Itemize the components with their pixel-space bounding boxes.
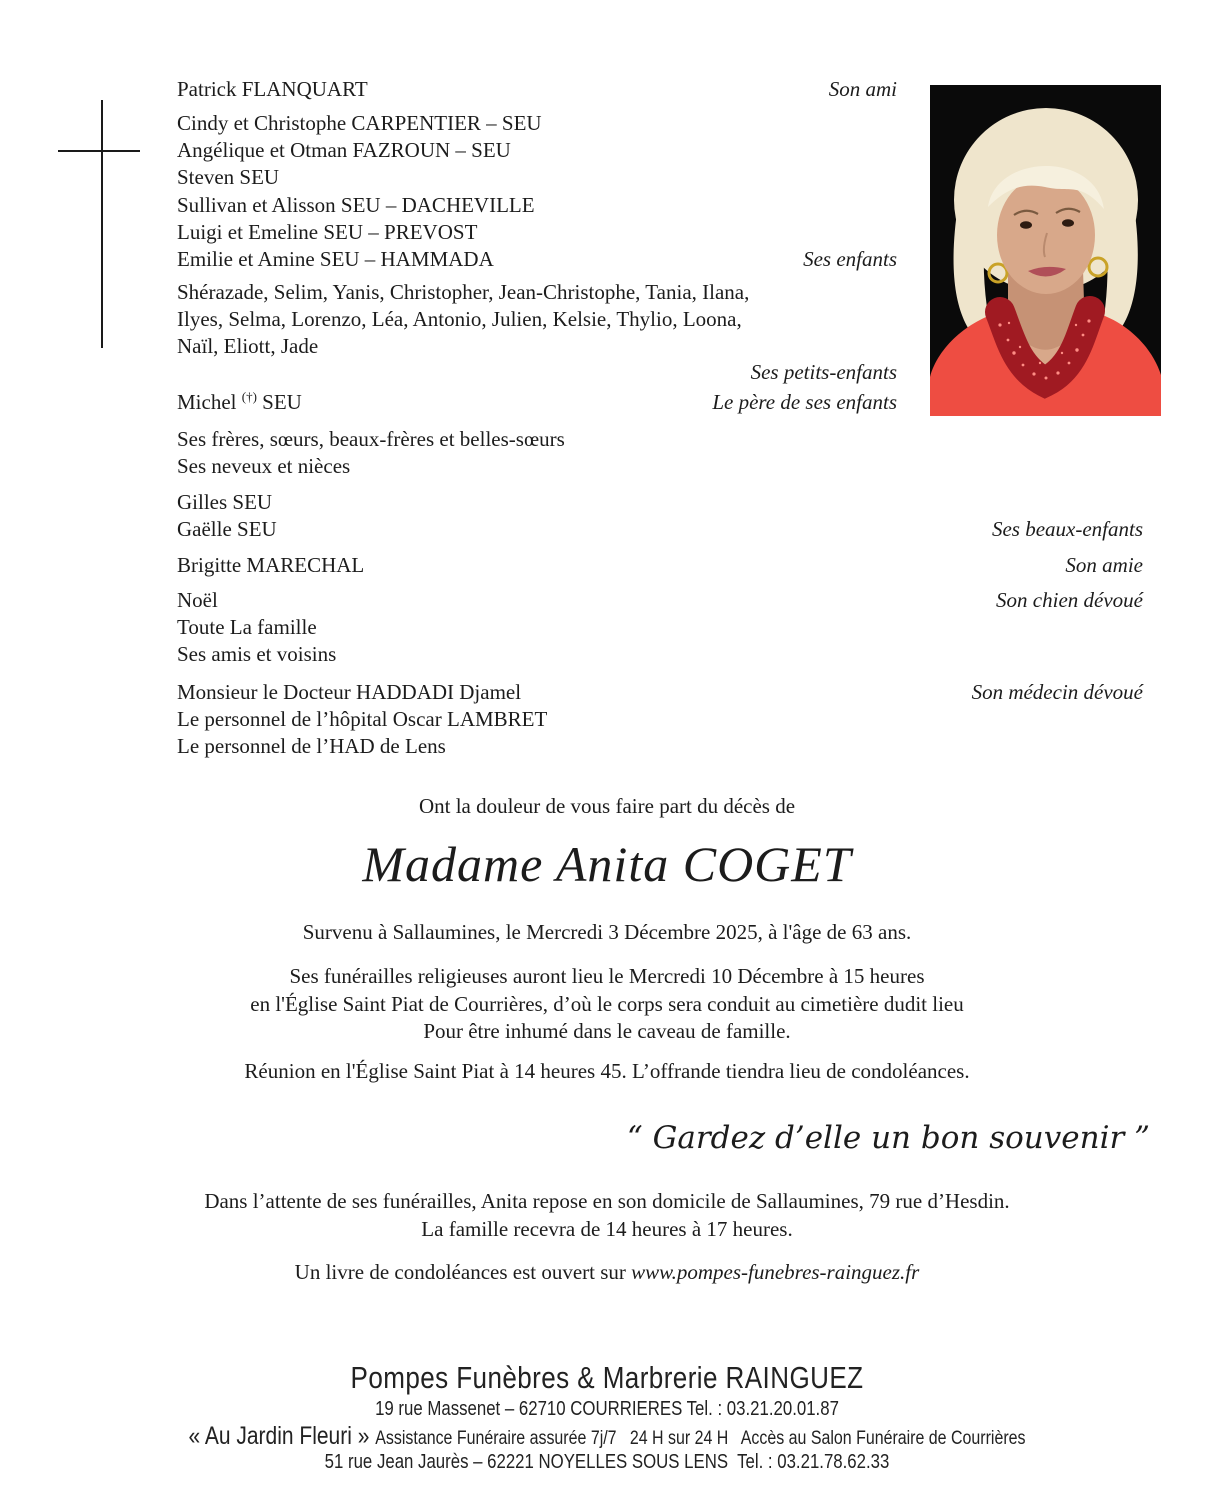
list-item	[177, 164, 1143, 191]
relative-name: Monsieur le Docteur HADDADI Djamel	[177, 680, 522, 704]
list-item	[177, 76, 1143, 103]
funeral-line: Pour être inhumé dans le caveau de famille.	[423, 1019, 791, 1043]
relation-label: Ses beaux-enfants	[991, 517, 1143, 542]
paragraph-dog-family	[177, 587, 1143, 669]
reunion-line: Réunion en l'Église Saint Piat à 14 heures 45. L’offrande tiendra lieu de condoléances.	[244, 1059, 970, 1083]
list-item	[177, 516, 1143, 543]
funeral-home-services: Assistance Funéraire assurée 7j/7 24 H sur 24 H Accès au Salon Funéraire de Courrières	[375, 1428, 1026, 1449]
relative-name: Michel (†) SEU	[177, 389, 302, 414]
funeral-home-brand: « Au Jardin Fleuri »	[188, 1422, 376, 1450]
relative-name: Gaëlle SEU	[177, 517, 277, 542]
deceased-name: Madame Anita COGET	[362, 836, 852, 892]
relative-name: Le personnel de l’hôpital Oscar LAMBRET	[177, 707, 548, 732]
relative-name: Noël	[177, 588, 218, 612]
funeral-details	[0, 963, 1214, 1046]
funeral-line: en l'Église Saint Piat de Courrières, d’où le corps sera conduit au cimetière dudit lieu	[250, 991, 964, 1016]
repose-details	[0, 1188, 1214, 1243]
relative-name: Ilyes, Selma, Lorenzo, Léa, Antonio, Julien, Kelsie, Thylio, Loona,	[177, 307, 742, 332]
list-item	[177, 706, 1143, 733]
funeral-line: Ses funérailles religieuses auront lieu le Mercredi 10 Décembre à 15 heures	[289, 964, 925, 988]
relation-label: Le père de ses enfants	[712, 390, 897, 414]
list-item	[177, 137, 1143, 164]
death-line: Survenu à Sallaumines, le Mercredi 3 Décembre 2025, à l'âge de 63 ans.	[302, 920, 912, 944]
relation-label: Son ami	[828, 77, 897, 101]
relation-label: Ses enfants	[803, 247, 897, 272]
list-item	[177, 489, 1143, 516]
list-item	[177, 306, 1143, 333]
list-item	[177, 453, 1143, 480]
list-item	[177, 733, 1143, 760]
funeral-home-address1: 19 rue Massenet – 62710 COURRIERES Tel. : 03.21.20.01.87	[375, 1398, 839, 1420]
list-item	[177, 679, 1143, 706]
list-item	[177, 389, 1143, 416]
funeral-home-address2: 51 rue Jean Jaurès – 62221 NOYELLES SOUS LENS Tel. : 03.21.78.62.33	[324, 1451, 890, 1473]
relative-name: Le personnel de l’HAD de Lens	[177, 734, 446, 759]
paragraph-father	[177, 389, 1143, 416]
relative-name: Toute La famille	[177, 615, 317, 640]
announcement-intro: Ont la douleur de vous faire part du décès de	[418, 794, 796, 818]
relative-name: Patrick FLANQUART	[177, 77, 368, 101]
paragraph-friend2	[177, 552, 1143, 579]
list-item	[177, 246, 1143, 273]
condolence-book-website: www.pompes-funebres-rainguez.fr	[631, 1260, 920, 1284]
list-item	[177, 614, 1143, 641]
relative-name: Luigi et Emeline SEU – PREVOST	[177, 219, 478, 244]
relative-name: Ses neveux et nièces	[177, 454, 351, 479]
relative-name: Ses amis et voisins	[177, 642, 337, 667]
list-item	[177, 192, 1143, 219]
relative-name: Shérazade, Selim, Yanis, Christopher, Jean-Christophe, Tania, Ilana,	[177, 280, 750, 304]
memorial-quote: “ Gardez d’elle un bon souvenir ”	[626, 1120, 1150, 1156]
list-item	[177, 641, 1143, 668]
relation-label: Son amie	[1065, 553, 1143, 577]
list-item	[177, 426, 1143, 453]
paragraph-children	[177, 110, 1143, 273]
relative-name: Steven SEU	[177, 165, 280, 190]
funeral-home-name: Pompes Funèbres & Marbrerie RAINGUEZ	[350, 1360, 864, 1395]
paragraph-friend	[177, 76, 1143, 103]
relation-label: Son chien dévoué	[996, 588, 1143, 612]
relative-name: Sullivan et Alisson SEU – DACHEVILLE	[177, 192, 535, 217]
list-item	[177, 333, 1143, 360]
relative-name: Ses frères, sœurs, beaux-frères et belles-sœurs	[177, 427, 565, 451]
paragraph-medical	[177, 679, 1143, 761]
list-item	[177, 587, 1143, 614]
relation-label: Ses petits-enfants	[750, 360, 897, 384]
deceased-dagger: (†)	[241, 389, 257, 404]
condolence-book-text: Un livre de condoléances est ouvert sur	[294, 1260, 632, 1284]
relative-name: Cindy et Christophe CARPENTIER – SEU	[177, 111, 542, 135]
cross-icon	[101, 100, 103, 348]
relative-name: Angélique et Otman FAZROUN – SEU	[177, 138, 511, 163]
paragraph-grandchildren	[177, 279, 1143, 361]
relation-label: Son médecin dévoué	[971, 680, 1143, 704]
relative-name: Gilles SEU	[177, 490, 273, 514]
list-item	[177, 219, 1143, 246]
funeral-home-services-line	[97, 1422, 1117, 1451]
relative-name: Brigitte MARECHAL	[177, 553, 365, 577]
condolence-book-line	[0, 1259, 1214, 1287]
paragraph-stepchildren	[177, 489, 1143, 543]
paragraph-siblings	[177, 426, 1143, 480]
repose-line: Dans l’attente de ses funérailles, Anita repose en son domicile de Sallaumines, 79 rue d’Hesdin.	[204, 1189, 1010, 1213]
list-item	[177, 552, 1143, 579]
relative-name: Naïl, Eliott, Jade	[177, 334, 319, 359]
relative-name: Emilie et Amine SEU – HAMMADA	[177, 247, 494, 272]
list-item	[177, 110, 1143, 137]
cross-icon-bar	[58, 150, 140, 152]
repose-line: La famille recevra de 14 heures à 17 heures.	[421, 1216, 793, 1241]
list-item	[177, 279, 1143, 306]
